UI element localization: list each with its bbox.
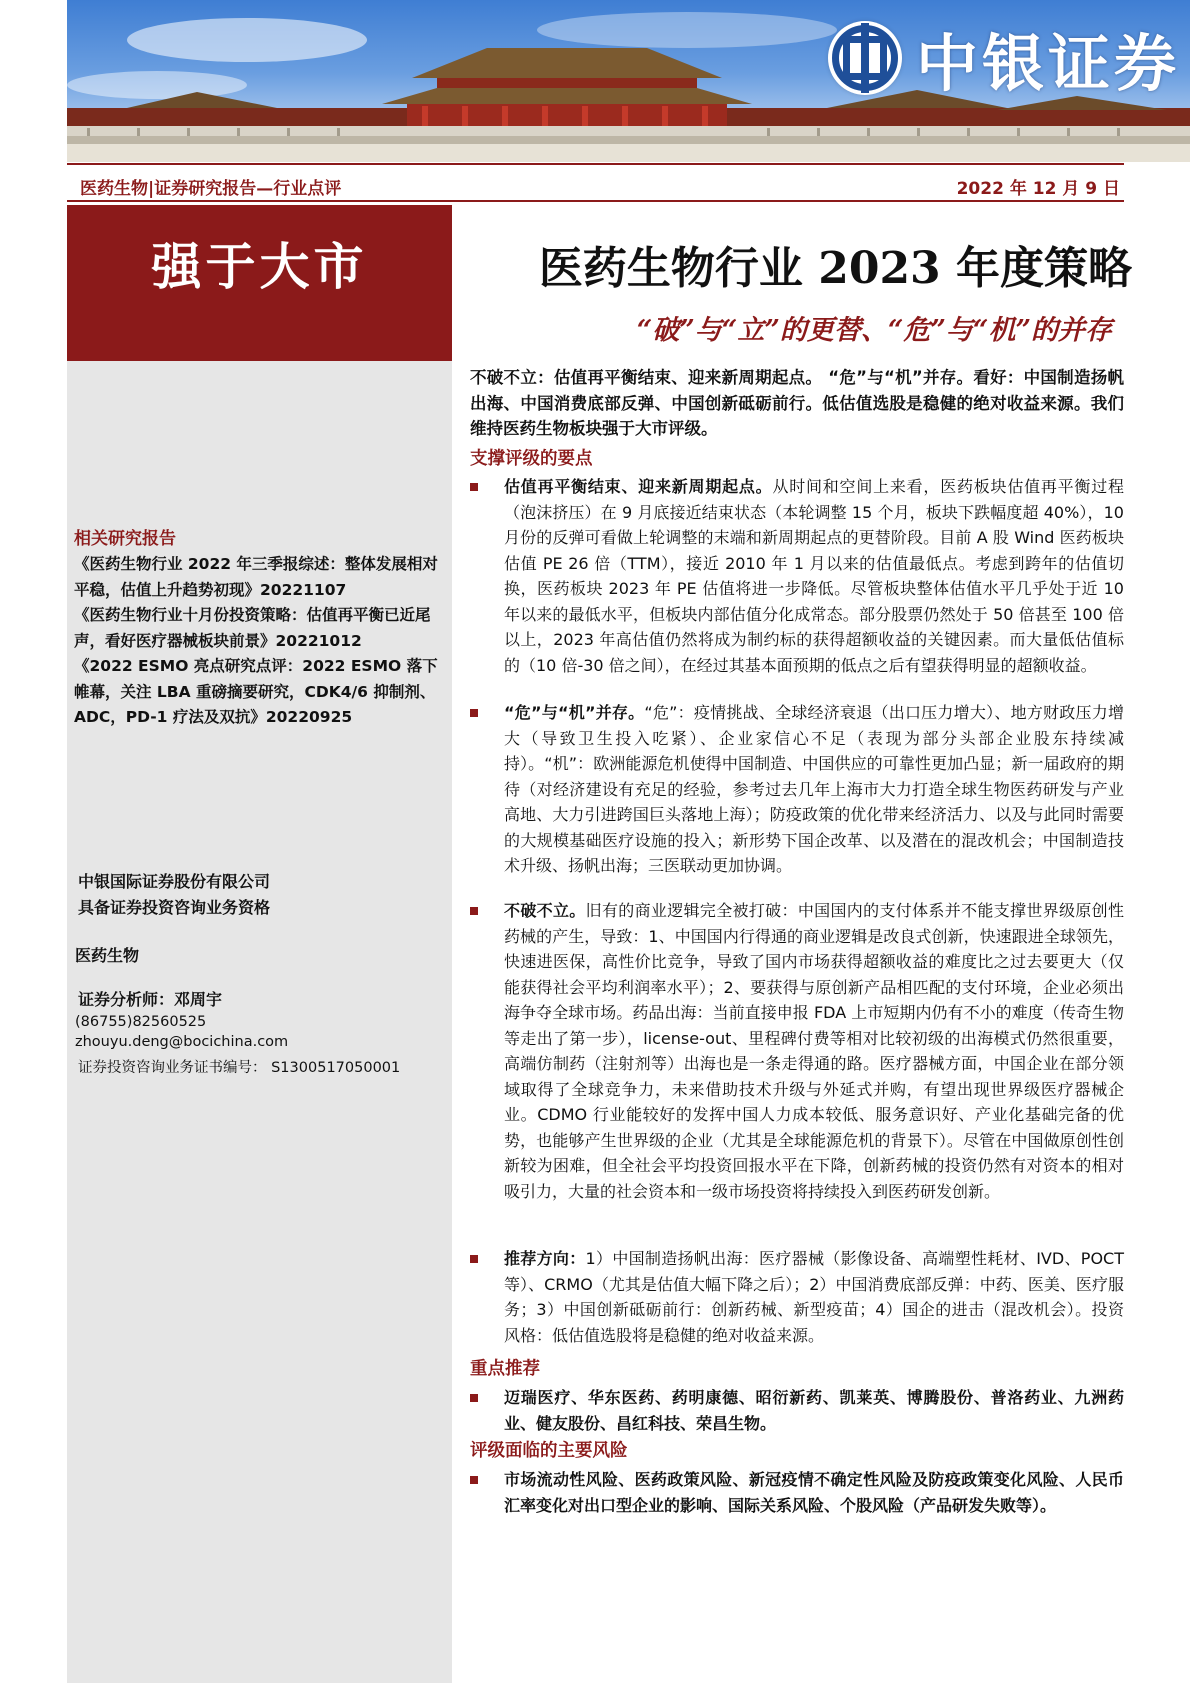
rating-box bbox=[67, 205, 452, 361]
bullet-text: 从时间和空间上来看，医药板块估值再平衡过程（泡沫挤压）在 9 月底接近结束状态（本轮调整 15 个月，板块下跌幅度超 40%），10 月份的反弹可看做上轮调整的末端和新周期起点的更替阶段。目前 A 股 Wind 医药板块估值 PE 26 倍（TTM），接近 2010 年 1 月以来的估值最低点。考虑到跨年的估值切换，医药板块 2023 年 PE 估值将进一步降低。尽管板块整体估值水平几乎处于近 10 年以来的最低水平，但板块内部估值分化成常态。部分股票仍然处于 50 倍甚至 100 倍以上，2023 年高估值仍然将成为制约标的获得超额收益的关键因素。而大量低估值标的（10 倍-30 倍之间），在经过其基本面预期的低点之后有望获得明显的超额收益。 bbox=[504, 477, 1124, 675]
bullet-item bbox=[470, 1385, 1124, 1436]
bullet-lead: 估值再平衡结束、迎来新周期起点。 bbox=[504, 477, 773, 496]
breadcrumb: 医药生物|证券研究报告—行业点评 bbox=[80, 179, 342, 199]
report-subtitle: “破”与“立”的更替、“危”与“机”的并存 bbox=[636, 315, 1112, 346]
bullet-square-icon bbox=[470, 1476, 478, 1484]
bullet-item bbox=[470, 1467, 1124, 1518]
bullet-item bbox=[470, 898, 1124, 1204]
header-banner bbox=[67, 0, 1190, 162]
bullet-square-icon bbox=[470, 483, 478, 491]
summary-paragraph: 不破不立：估值再平衡结束、迎来新周期起点。 “危”与“机”并存。看好：中国制造扬帆出海、中国消费底部反弹、中国创新砥砺前行。低估值选股是稳健的绝对收益来源。我们维持医药生物板块强于大市评级。 bbox=[470, 368, 1124, 438]
bank-of-china-logo-icon bbox=[828, 21, 902, 95]
bullet-lead: 推荐方向： bbox=[504, 1249, 586, 1268]
company-license: 具备证券投资咨询业务资格 bbox=[78, 898, 271, 917]
analyst-name: 证券分析师：邓周宇 bbox=[78, 990, 223, 1009]
section-title-risks: 评级面临的主要风险 bbox=[470, 1441, 628, 1461]
bullet-square-icon bbox=[470, 1255, 478, 1263]
bullet-square-icon bbox=[470, 709, 478, 717]
rating-label: 强于大市 bbox=[151, 237, 368, 296]
analyst-email[interactable]: zhouyu.deng@bocichina.com bbox=[75, 1034, 289, 1050]
brand-logo bbox=[828, 18, 1180, 98]
sector-label: 医药生物 bbox=[75, 946, 140, 965]
analyst-phone: (8675​5)82560525 bbox=[75, 1014, 207, 1030]
company-name: 中银国际证券股份有限公司 bbox=[78, 872, 271, 891]
picks-text: 迈瑞医疗、华东医药、药明康德、昭衍新药、凯莱英、博腾股份、普洛药业、九洲药业、健友股份、昌红科技、荣昌生物。 bbox=[504, 1388, 1124, 1433]
report-title: 医药生物行业 2023 年度策略 bbox=[538, 243, 1132, 294]
related-report-item[interactable]: 《医药生物行业十月份投资策略：估值再平衡已近尾声，看好医疗器械板块前景》20221012 bbox=[74, 606, 431, 650]
bullet-text: “危”：疫情挑战、全球经济衰退（出口压力增大）、地方财政压力增大（导致卫生投入吃紧）、企业家信心不足（表现为部分头部企业股东持续减持）。“机”：欧洲能源危机使得中国制造、中国供应的可靠性更加凸显；新一届政府的期待（对经济建设有充足的经验，参考过去几年上海市大力打造全球生物医药研发与产业高地、大力引进跨国巨头落地上海）；防疫政策的优化带来经济活力、以及与此同时需要的大规模基础医疗设施的投入；新形势下国企改革、以及潜在的混改机会；中国制造技术升级、扬帆出海；三医联动更加协调。 bbox=[504, 703, 1124, 875]
bullet-text: 1）中国制造扬帆出海：医疗器械（影像设备、高端塑性耗材、IVD、POCT 等）、CRMO（尤其是估值大幅下降之后）；2）中国消费底部反弹：中药、医美、医疗服务；3）中国创新砥砺前行：创新药械、新型疫苗；4）国企的进击（混改机会）。投资风格：低估值选股将是稳健的绝对收益来源。 bbox=[504, 1249, 1124, 1345]
related-report-item[interactable]: 《2022 ESMO 亮点研究点评：2022 ESMO 落下帷幕，关注 LBA 重磅摘要研究，CDK4/6 抑制剂、ADC，PD-1 疗法及双抗》20220925 bbox=[74, 657, 438, 726]
header-rule-top bbox=[67, 163, 1124, 165]
analyst-certificate: 证券投资咨询业务证书编号： S1300517050001 bbox=[78, 1060, 401, 1076]
bullet-item bbox=[470, 474, 1124, 678]
bullet-square-icon bbox=[470, 1394, 478, 1402]
brand-name: 中银证券 bbox=[915, 26, 1180, 100]
bullet-text: 旧有的商业逻辑完全被打破：中国国内的支付体系并不能支撑世界级原创性药械的产生，导致：1、中国国内行得通的商业逻辑是改良式创新，快速跟进全球领先，快速进医保，高性价比竞争，导致了国内市场获得超额收益的难度比之过去要更大（仅能获得社会平均利润率水平）；2、要获得与原创新产品相匹配的支付环境，企业必须出海争夺全球市场。药品出海：当前直接申报 FDA 上市短期内仍有不小的难度（传奇生物等走出了第一步），license-out、里程碑付费等相对比较初级的出海模式仍然很重要，高端仿制药（注射剂等）出海也是一条走得通的路。医疗器械方面，中国企业在部分领域取得了全球竞争力，未来借助技术升级与外延式并购，有望出现世界级医疗器械企业。CDMO 行业能较好的发挥中国人力成本较低、服务意识好、产业化基础完备的优势，也能够产生世界级的企业（尤其是全球能源危机的背景下）。尽管在中国做原创性创新较为困难，但全社会平均投资回报水平在下降，创新药械的投资仍然有对资本的相对吸引力，大量的社会资本和一级市场投资将持续投入到医药研发创新。 bbox=[504, 901, 1124, 1201]
section-title-support: 支撑评级的要点 bbox=[470, 449, 593, 469]
risks-text: 市场流动性风险、医药政策风险、新冠疫情不确定性风险及防疫政策变化风险、人民币汇率变化对出口型企业的影响、国际关系风险、个股风险（产品研发失败等）。 bbox=[504, 1470, 1124, 1515]
bullet-item bbox=[470, 700, 1124, 879]
related-reports-list bbox=[74, 552, 444, 731]
bullet-lead: “危”与“机”并存。 bbox=[504, 703, 645, 722]
related-report-item[interactable]: 《医药生物行业 2022 年三季报综述：整体发展相对平稳，估值上升趋势初现》20221107 bbox=[74, 555, 438, 599]
bullet-item bbox=[470, 1246, 1124, 1348]
bullet-square-icon bbox=[470, 907, 478, 915]
related-reports-title: 相关研究报告 bbox=[74, 529, 176, 549]
report-date: 2022 年 12 月 9 日 bbox=[956, 179, 1120, 199]
section-title-picks: 重点推荐 bbox=[470, 1359, 540, 1379]
header-rule-bottom bbox=[67, 200, 1124, 202]
bullet-lead: 不破不立。 bbox=[504, 901, 586, 920]
